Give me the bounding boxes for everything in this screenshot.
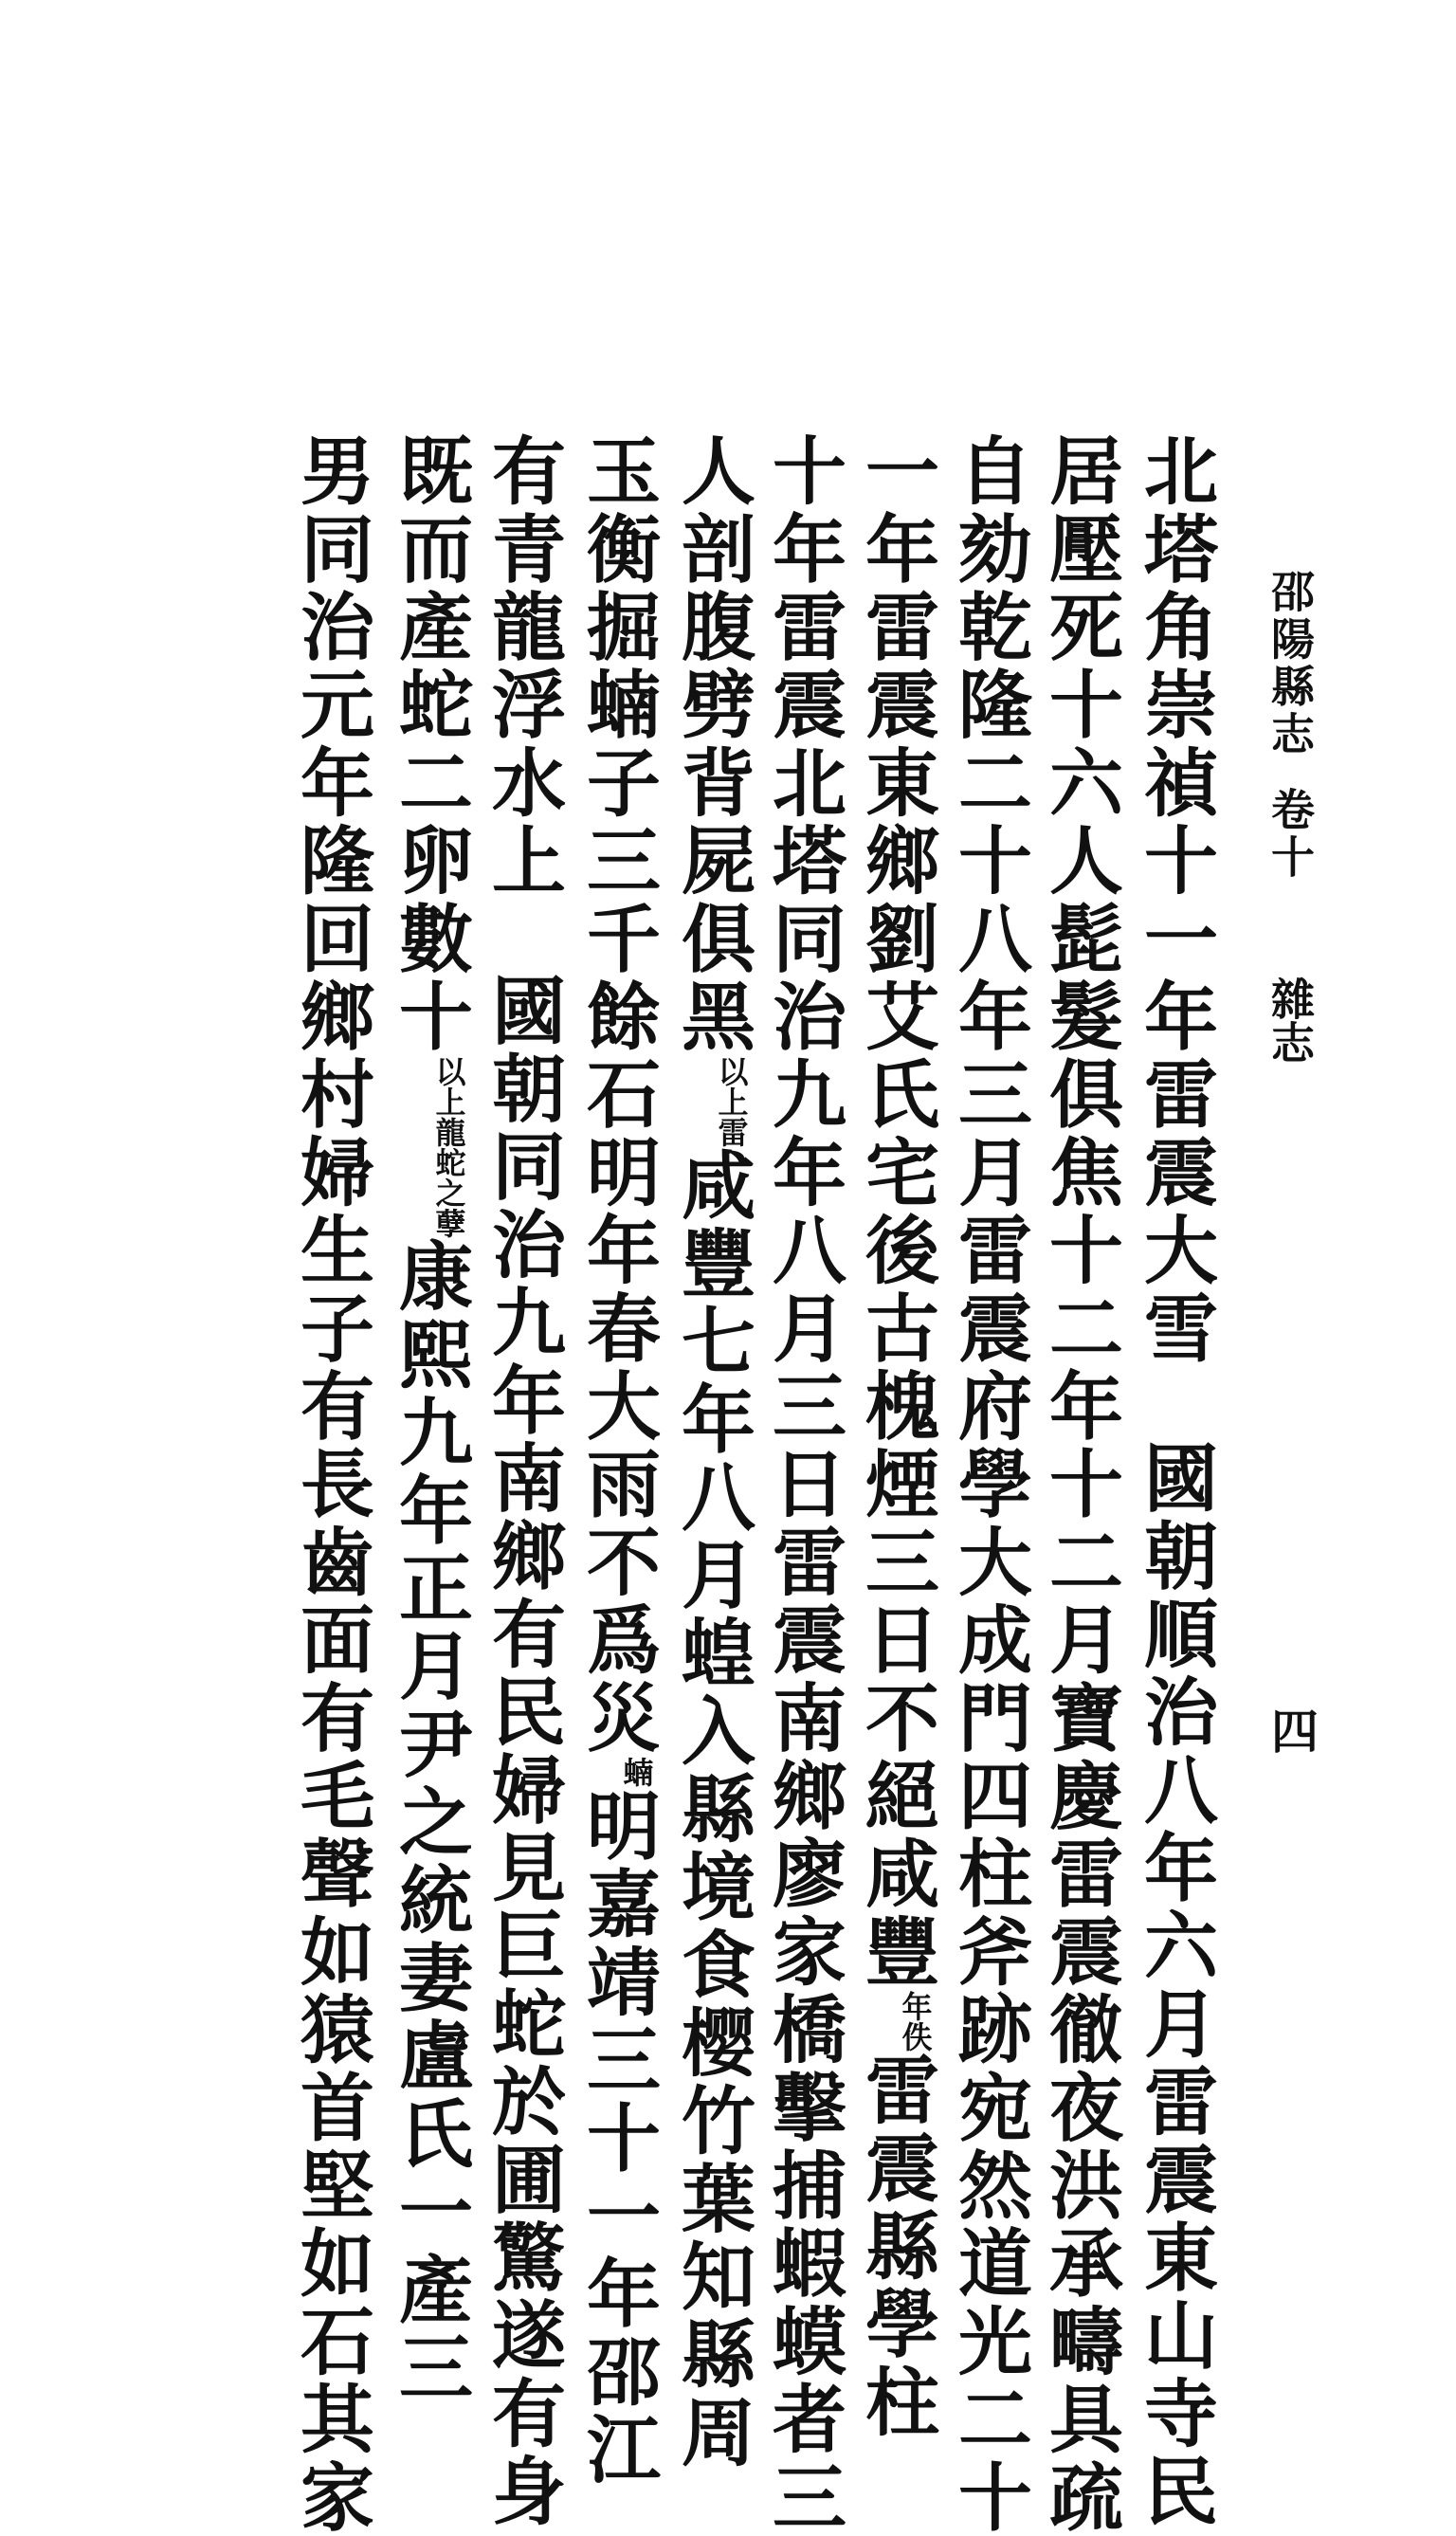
text-column [669,432,755,2472]
text-column [574,432,661,2490]
text-column [288,432,374,2536]
text-segment: 國朝順治八年六月雷震東山寺民 [1132,1439,1218,2531]
text-segment: 既而產蛇二卵數十 [387,432,473,1056]
text-column [946,432,1032,2536]
text-segment: 有青龍浮水上 [480,432,566,901]
text-column [1037,432,1123,2536]
text-segment: 人剖腹劈背屍俱黑 [669,432,755,1056]
text-segment: 國朝同治九年南鄉有民婦見巨蛇於圃驚遂有身 [480,972,566,2531]
text-column [853,432,939,2441]
text-segment: 居壓死十六人髭髮俱焦十二年十二月寶慶雷震徹夜洪承疇具疏 [1037,432,1123,2536]
text-segment: 男同治元年隆回鄉村婦生子有長齒面有毛聲如猿首堅如石其家 [288,432,374,2536]
text-segment: 一年雷震東鄉劉艾氏宅後古槐煙三日不絕咸豐 [853,432,939,1991]
text-segment: 雷震縣學柱 [853,2052,939,2441]
text-segment: 明嘉靖三十一年邵江 [574,1787,661,2490]
interlinear-note: 蝻 [618,1757,655,1788]
volume-label: 卷十 [1265,787,1316,882]
text-column [760,432,846,2536]
text-segment: 康熙九年正月尹之統妻盧氏一產三 [387,1237,473,2407]
page-number: 四 [1264,1706,1320,1754]
section-title: 雜志 [1265,976,1316,1064]
running-header [1259,569,1321,882]
interlinear-note: 年佚 [897,1991,934,2052]
text-segment: 自劾乾隆二十八年三月雷震府學大成門四柱斧跡宛然道光二十 [946,432,1032,2536]
text-segment: 咸豐七年八月蝗入縣境食樱竹葉知縣周 [669,1146,755,2472]
interlinear-note: 以上雷 [713,1055,750,1147]
text-column [387,432,473,2407]
interlinear-note: 以上龍蛇之孽 [430,1055,467,1238]
text-column [480,432,566,2531]
text-segment: 十年雷震北塔同治九年八月三日雷震南鄉廖家橋擊捕蝦蟆者三 [760,432,846,2536]
text-column [1132,432,1218,2531]
text-segment: 玉衡掘蝻子三千餘石明年春大雨不爲災 [574,432,661,1758]
book-title: 邵陽縣志 [1265,569,1316,758]
text-segment: 北塔角崇禎十一年雷震大雪 [1132,432,1218,1368]
